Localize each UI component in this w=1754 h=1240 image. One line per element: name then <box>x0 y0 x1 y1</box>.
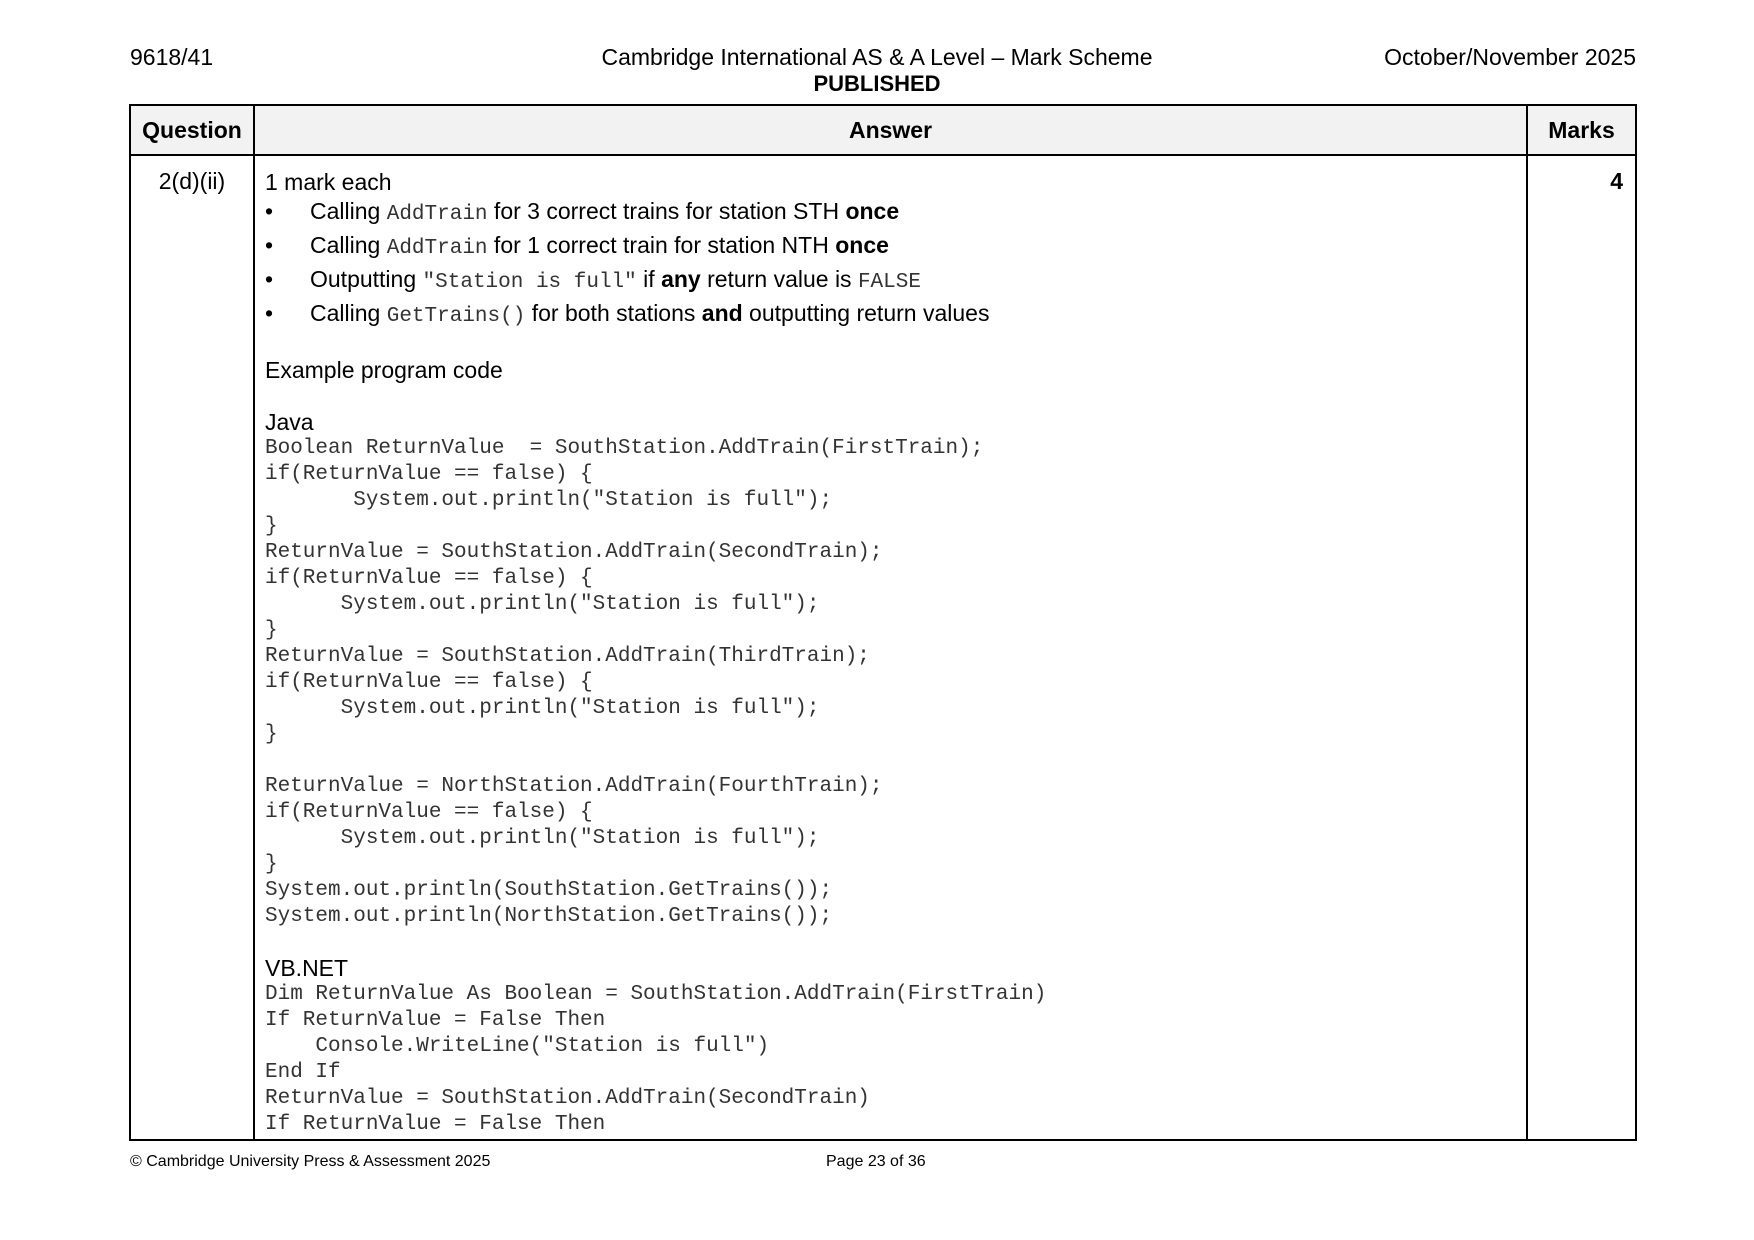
mark-scheme-table <box>129 104 1637 1141</box>
exam-session: October/November 2025 <box>1384 44 1636 70</box>
marking-point-text: for 1 correct train for station NTH <box>487 232 836 258</box>
copyright-notice: © Cambridge University Press & Assessment 2025 <box>130 1153 491 1170</box>
marking-point-text: for both stations <box>525 300 702 326</box>
paper-code: 9618/41 <box>130 44 214 70</box>
table-header-row <box>130 105 1636 155</box>
emphasis-term: once <box>835 232 889 258</box>
vbnet-label: VB.NET <box>265 955 349 981</box>
page-number: Page 23 of 36 <box>826 1153 926 1170</box>
emphasis-term: and <box>701 300 743 326</box>
code-term: FALSE <box>857 271 921 294</box>
marking-point <box>265 298 1516 332</box>
answer-cell <box>254 155 1527 1140</box>
code-term: GetTrains() <box>386 305 526 328</box>
code-term: "Station is full" <box>422 271 637 294</box>
vbnet-code-block: Dim ReturnValue As Boolean = SouthStation.AddTrain(FirstTrain) If ReturnValue = False Then Console.WriteLine("Station is full") End If ReturnValue = SouthStation.AddTrain(SecondTrain) If ReturnValue = False Then <box>265 983 1047 1136</box>
mark-allocation-note: 1 mark each <box>265 169 392 195</box>
question-column-header: Question <box>130 105 254 155</box>
answer-column-header: Answer <box>254 105 1527 155</box>
marking-point <box>265 230 1516 264</box>
example-code-heading: Example program code <box>265 357 503 383</box>
emphasis-term: once <box>845 198 900 224</box>
marking-point-text: return value is <box>700 266 858 292</box>
marks-column-header: Marks <box>1527 105 1636 155</box>
marking-point-text: Calling <box>310 198 387 224</box>
table-row <box>130 155 1636 1140</box>
code-term: AddTrain <box>386 237 488 260</box>
question-number: 2(d)(ii) <box>130 155 254 1140</box>
document-title: Cambridge International AS & A Level – Mark Scheme <box>601 44 1153 70</box>
java-code-block: Boolean ReturnValue = SouthStation.AddTrain(FirstTrain); if(ReturnValue == false) { System.out.println("Station is full"); } ReturnValue = SouthStation.AddTrain(SecondTrain); if(ReturnValue == false) { System.out.println("Station is full"); } ReturnValue = SouthStation.AddTrain(ThirdTrain); if(ReturnValue == false) { System.out.println("Station is full"); } <box>265 437 984 746</box>
marking-point-text: Calling <box>310 300 387 326</box>
marking-point-text: Outputting <box>310 266 423 292</box>
code-term: AddTrain <box>386 203 488 226</box>
marking-point-text: outputting return values <box>742 300 990 326</box>
marking-point <box>265 196 1516 230</box>
java-label: Java <box>265 409 314 435</box>
emphasis-term: any <box>661 266 701 292</box>
marks-value: 4 <box>1527 155 1636 1140</box>
marking-point <box>265 264 1516 298</box>
published-label: PUBLISHED <box>813 71 941 96</box>
marking-point-text: for 3 correct trains for station STH <box>487 198 846 224</box>
java-code-block: ReturnValue = NorthStation.AddTrain(FourthTrain); if(ReturnValue == false) { System.out.println("Station is full"); } System.out.println(SouthStation.GetTrains()); System.out.println(NorthStation.GetTrains()); <box>265 775 883 928</box>
marking-point-text: if <box>636 266 662 292</box>
marking-points <box>265 196 1516 332</box>
marking-point-text: Calling <box>310 232 387 258</box>
